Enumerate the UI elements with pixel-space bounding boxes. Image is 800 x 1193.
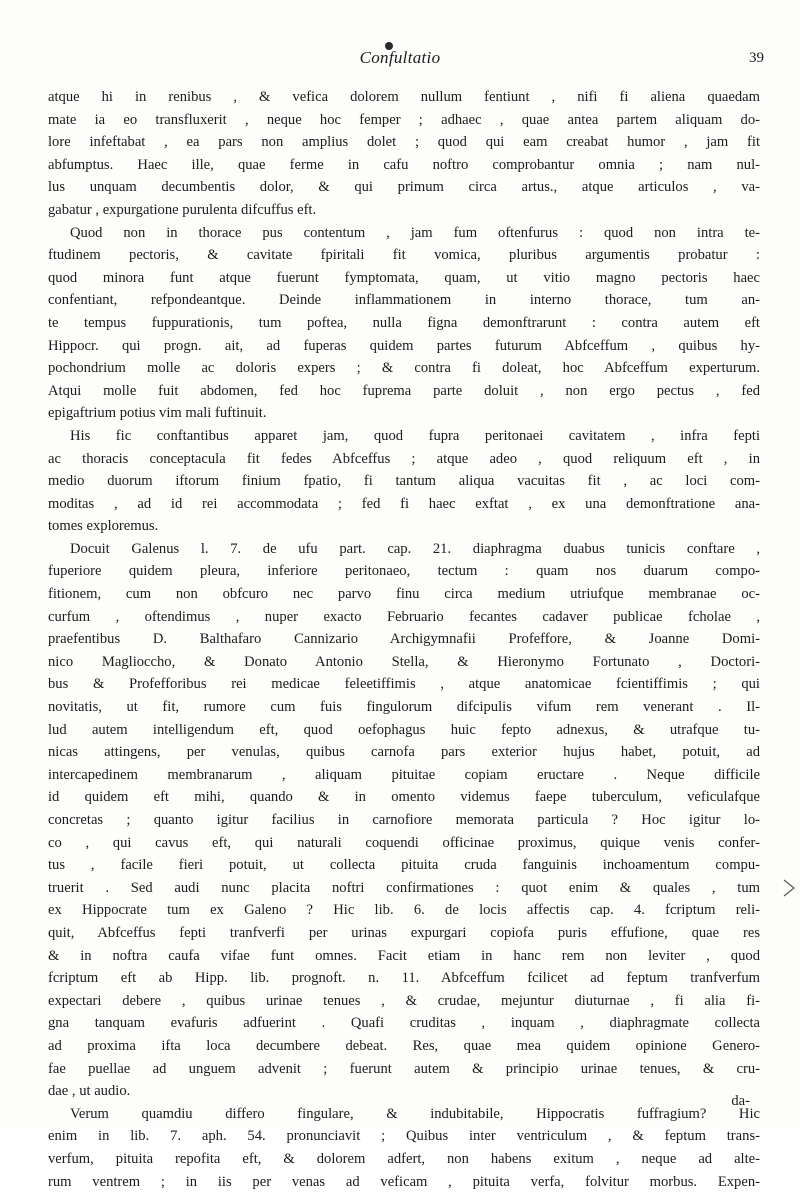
text-line: fcriptum eft ab Hipp. lib. prognoft. n. 11. Abfceffum fcilicet ad feptum tranfverfum [48, 967, 760, 990]
text-line: pochondrium molle ac doloris expers ; & contra fi doleat, hoc Abfceffum experturum. [48, 357, 760, 380]
text-line: id quidem eft mihi, quando & in omento videmus faepe tuberculum, veficulafque [48, 786, 760, 809]
text-line: expectari debere , quibus urinae tenues , & crudae, mejuntur diuturnae , fi alia fi- [48, 990, 760, 1013]
text-line: co , qui cavus eft, qui naturali coquendi officinae proximus, quique venis confer- [48, 832, 760, 855]
text-line: nicas attingens, per venulas, quibus carnofa pars exterior hujus habet, potuit, ad [48, 741, 760, 764]
text-line: His fic conftantibus apparet jam, quod fupra peritonaei cavitatem , infra fepti [48, 425, 760, 448]
margin-tick-icon [782, 878, 796, 898]
text-line: nico Maglioccho, & Donato Antonio Stella, & Hieronymo Fortunato , Doctori- [48, 651, 760, 674]
text-line: praefentibus D. Balthafaro Cannizario Archigymnafii Profeffore, & Joanne Domi- [48, 628, 760, 651]
text-line: ad proxima ifta loca decumbere debeat. Res, quae mea quidem opinione Genero- [48, 1035, 760, 1058]
text-line: mate ia eo transfluxerit , neque hoc femper ; adhaec , quae antea partem aliquam do- [48, 109, 760, 132]
text-line: bus & Profefforibus rei medicae feleetiffimis , atque anatomicae fcientiffimis ; qui [48, 673, 760, 696]
text-line: enim in lib. 7. aph. 54. pronunciavit ; Quibus inter ventriculum , & feptum trans- [48, 1125, 760, 1148]
text-line: epigaftrium potius vim mali fuftinuit. [48, 402, 760, 425]
text-line: confentiant, refpondeantque. Deinde inflammationem in interno thorace, tum an- [48, 289, 760, 312]
catchword: da- [731, 1093, 750, 1110]
text-line: curfum , oftendimus , nuper exacto Februario fecantes cadaver publicae fcholae , [48, 606, 760, 629]
text-line: gabatur , expurgatione purulenta difcuffus eft. [48, 199, 760, 222]
text-line: Quod non in thorace pus contentum , jam fum oftenfurus : quod non intra te- [48, 222, 760, 245]
text-line: novitatis, ut fit, rumore cum fuis fingulorum difcipulis vifum rem venerant . Il- [48, 696, 760, 719]
text-line: rum ventrem ; in iis per venas ad veficam , pituita verfa, folvitur morbus. Expen- [48, 1171, 760, 1193]
text-line: medio duorum iftorum finium fpatio, fi tantum aliqua vacuitas fit , ac loci com- [48, 470, 760, 493]
page-number: 39 [749, 50, 764, 67]
text-line: verfum, pituita repofita eft, & dolorem adfert, non habens exitum , neque ad alte- [48, 1148, 760, 1171]
text-line: te tempus fuppurationis, tum poftea, nulla figna demonftrarunt : contra autem eft [48, 312, 760, 335]
text-line: lud autem intelligendum eft, quod oefophagus huic fepto adnexus, & utrafque tu- [48, 719, 760, 742]
text-line: ex Hippocrate tum ex Galeno ? Hic lib. 6. de locis affectis cap. 4. fcriptum reli- [48, 899, 760, 922]
text-line: ac thoracis conceptacula fit fedes Abfceffus ; atque adeo , quod reliquum eft , in [48, 448, 760, 471]
text-line: fitionem, cum non obfcuro nec parvo finu circa medium utriufque membranae oc- [48, 583, 760, 606]
text-line: lore infeftabat , ea pars non amplius dolet ; quod qui eam creabat humor , jam fit [48, 131, 760, 154]
text-line: dae , ut audio. [48, 1080, 760, 1103]
text-line: ftudinem pectoris, & cavitate fpiritali fit vomica, pluribus argumentis probatur : [48, 244, 760, 267]
text-line: Atqui molle fuit abdomen, fed hoc fuprema parte doluit , non ergo pectus , fed [48, 380, 760, 403]
text-line: intercapedinem membranarum , aliquam pituitae copiam eructare . Neque difficile [48, 764, 760, 787]
text-line: fuperiore quidem pleura, inferiore peritonaeo, tectum : quam nos duarum compo- [48, 560, 760, 583]
text-line: & in noftra caufa vifae funt omnes. Facit etiam in hanc rem non leviter , quod [48, 945, 760, 968]
running-title: Confultatio [0, 48, 800, 68]
text-line: tomes exploremus. [48, 515, 760, 538]
text-line: truerit . Sed audi nunc placita noftri confirmationes : quot enim & quales , tum [48, 877, 760, 900]
text-line: quit, Abfceffus fepti tranfverfi per urinas expurgari copiofa puris effufione, quae res [48, 922, 760, 945]
text-line: moditas , ad id rei accommodata ; fed fi haec exftat , ex una demonftratione ana- [48, 493, 760, 516]
text-line: lus unquam decumbentis dolor, & qui primum circa artus., atque articulos , va- [48, 176, 760, 199]
text-line: concretas ; quanto igitur facilius in carnofiore memorata particula ? Hoc igitur lo- [48, 809, 760, 832]
text-line: fae puellae ad unguem advenit ; fuerunt autem & principio urinae tenues, & cru- [48, 1058, 760, 1081]
text-line: gna tanquam evafuris adfuerint . Quafi cruditas , inquam , diaphragmate collecta [48, 1012, 760, 1035]
text-line: tus , facile fieri potuit, ut collecta pituita cruda fanguinis inchoamentum compu- [48, 854, 760, 877]
text-line: atque hi in renibus , & vefica dolorem nullum fentiunt , nifi fi aliena quaedam [48, 86, 760, 109]
text-line: Hippocr. qui progn. ait, ad fuperas quidem partes futurum Abfceffum , quibus hy- [48, 335, 760, 358]
text-line: quod minora funt atque fuerunt fymptomata, quam, ut vitio magno pectoris haec [48, 267, 760, 290]
page-header [0, 42, 800, 74]
text-line: abfumptus. Haec ille, quae ferme in cafu noftro comprobantur omnia ; nam nul- [48, 154, 760, 177]
text-line: Docuit Galenus l. 7. de ufu part. cap. 21. diaphragma duabus tunicis conftare , [48, 538, 760, 561]
text-line: Verum quamdiu differo fingulare, & indubitabile, Hippocratis fuffragium? Hic [48, 1103, 760, 1126]
body-text [48, 86, 760, 1193]
